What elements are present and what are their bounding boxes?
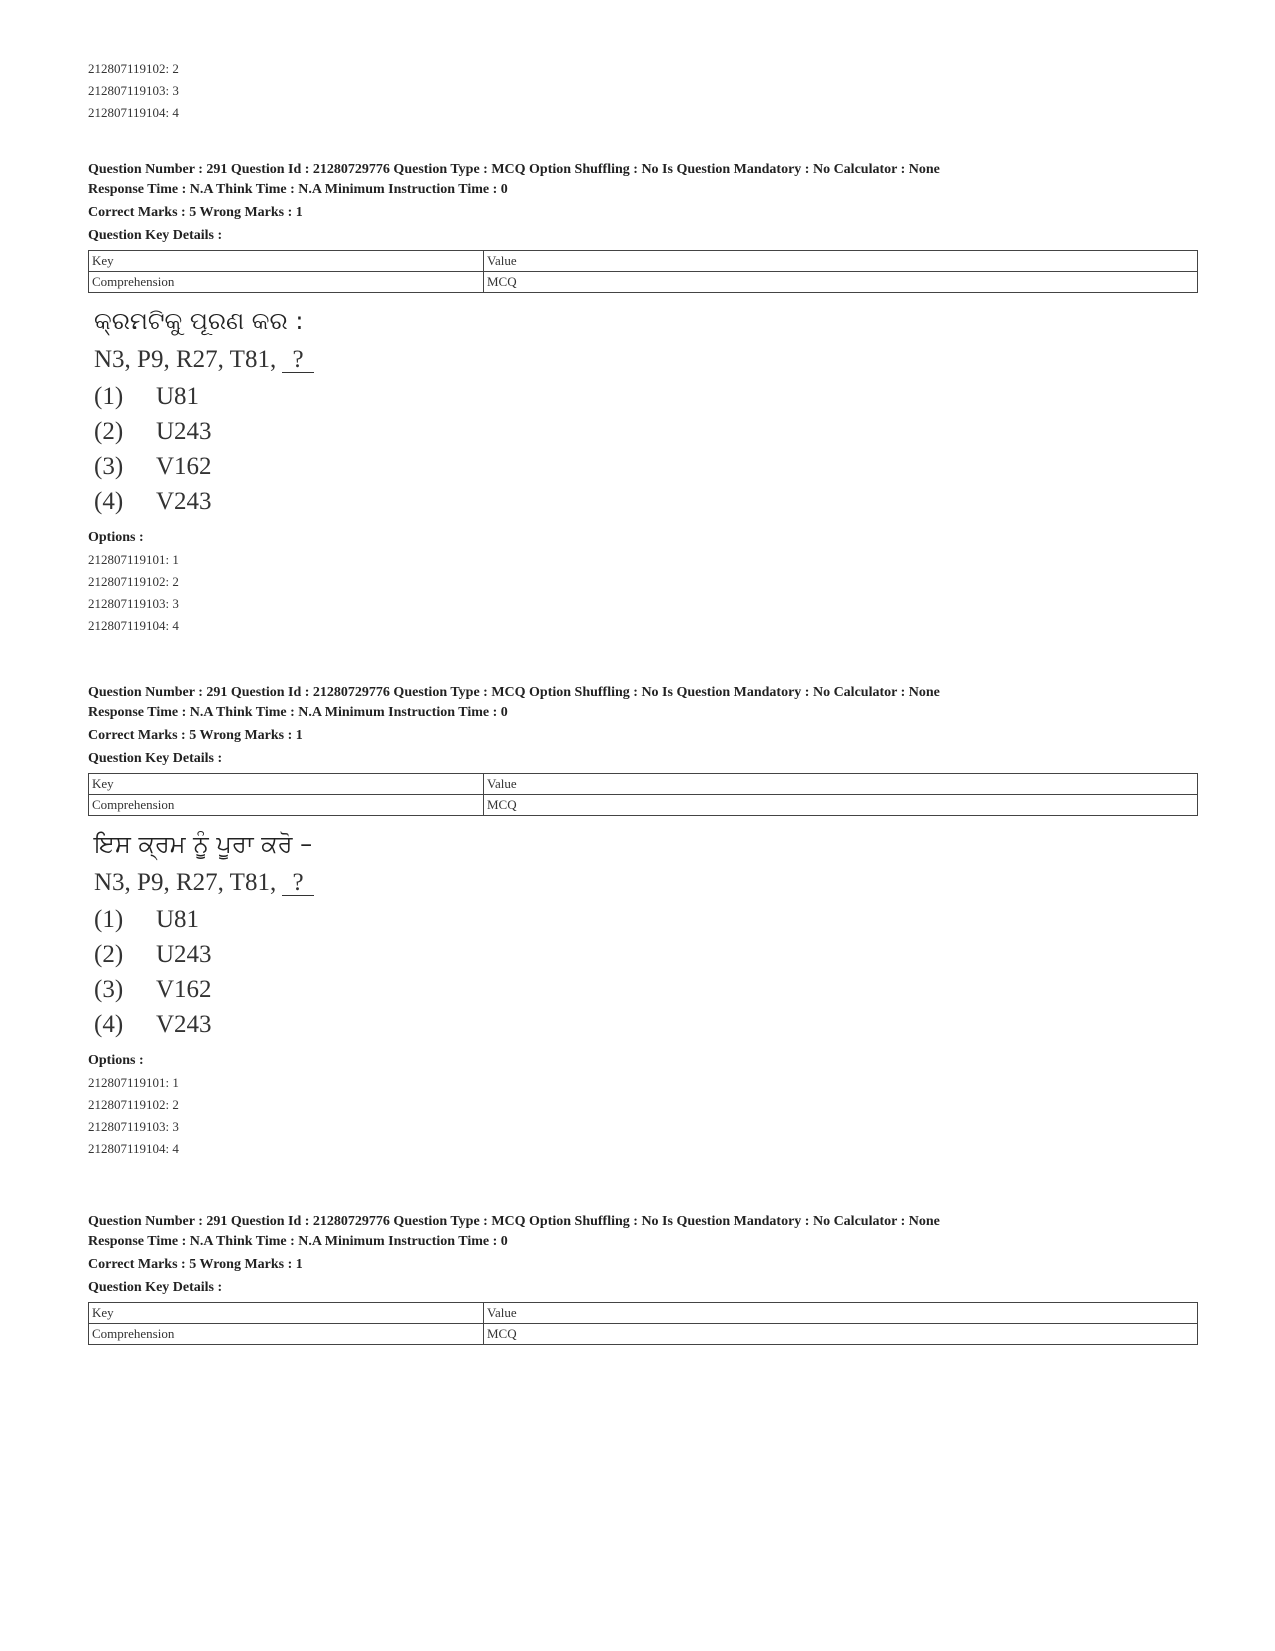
table-header-key: Key — [89, 1303, 484, 1324]
choice-item — [94, 414, 1198, 449]
choice-value: U81 — [156, 906, 200, 933]
question-block-punjabi — [88, 683, 1198, 1160]
table-header-value: Value — [484, 251, 1198, 272]
sequence-blank: ? — [282, 871, 313, 896]
marks-line: Correct Marks : 5 Wrong Marks : 1 — [88, 205, 303, 220]
key-value-table — [88, 773, 1198, 816]
choice-item — [94, 484, 1198, 519]
choice-value: V162 — [156, 976, 212, 1003]
choice-value: U81 — [156, 383, 200, 410]
question-body — [88, 303, 1198, 519]
choice-item — [94, 379, 1198, 414]
key-value-table — [88, 1302, 1198, 1345]
choice-number: (2) — [94, 418, 124, 445]
question-block-odia — [88, 160, 1198, 637]
response-time-line: Response Time : N.A Think Time : N.A Minimum Instruction Time : 0 — [88, 182, 508, 197]
option-id-line: 212807119102: 2 — [88, 574, 179, 589]
choice-item — [94, 902, 1198, 937]
sequence-blank: ? — [282, 348, 313, 373]
question-body — [88, 826, 1198, 1042]
table-cell-value: MCQ — [484, 795, 1198, 816]
choice-item — [94, 1007, 1198, 1042]
table-header-key: Key — [89, 251, 484, 272]
options-label: Options : — [88, 1053, 144, 1068]
table-header-row — [89, 774, 1198, 795]
table-header-key: Key — [89, 774, 484, 795]
question-meta-line: Question Number : 291 Question Id : 21280729776 Question Type : MCQ Option Shuffling : No Is Question Mandatory : No Calculator : None — [88, 1214, 940, 1229]
table-row — [89, 272, 1198, 293]
table-header-value: Value — [484, 774, 1198, 795]
choice-number: (1) — [94, 383, 124, 410]
question-text: କ୍ରମଟିକୁ ପୂରଣ କର : — [94, 307, 304, 335]
key-details-label: Question Key Details : — [88, 751, 223, 766]
key-value-table — [88, 250, 1198, 293]
response-time-line: Response Time : N.A Think Time : N.A Minimum Instruction Time : 0 — [88, 705, 508, 720]
choice-value: V243 — [156, 1011, 212, 1038]
question-sequence — [94, 341, 1198, 379]
table-header-value: Value — [484, 1303, 1198, 1324]
option-id-line: 212807119102: 2 — [88, 61, 179, 76]
marks-line: Correct Marks : 5 Wrong Marks : 1 — [88, 728, 303, 743]
choice-number: (4) — [94, 1011, 124, 1038]
option-id-line: 212807119101: 1 — [88, 1075, 179, 1090]
table-row — [89, 795, 1198, 816]
option-id-line: 212807119104: 4 — [88, 1141, 179, 1156]
choice-item — [94, 937, 1198, 972]
response-time-line: Response Time : N.A Think Time : N.A Minimum Instruction Time : 0 — [88, 1234, 508, 1249]
question-meta-line: Question Number : 291 Question Id : 21280729776 Question Type : MCQ Option Shuffling : No Is Question Mandatory : No Calculator : None — [88, 685, 940, 700]
option-id-line: 212807119103: 3 — [88, 83, 179, 98]
options-label: Options : — [88, 530, 144, 545]
table-header-row — [89, 1303, 1198, 1324]
table-cell-key: Comprehension — [89, 795, 484, 816]
table-cell-key: Comprehension — [89, 1324, 484, 1345]
option-id-line: 212807119101: 1 — [88, 552, 179, 567]
option-id-line: 212807119104: 4 — [88, 105, 179, 120]
key-details-label: Question Key Details : — [88, 228, 223, 243]
choice-number: (2) — [94, 941, 124, 968]
choice-value: V162 — [156, 453, 212, 480]
choice-value: V243 — [156, 488, 212, 515]
choice-number: (4) — [94, 488, 124, 515]
question-sequence — [94, 864, 1198, 902]
marks-line: Correct Marks : 5 Wrong Marks : 1 — [88, 1257, 303, 1272]
question-block-next — [88, 1212, 1198, 1345]
option-id-line: 212807119103: 3 — [88, 596, 179, 611]
table-cell-key: Comprehension — [89, 272, 484, 293]
sequence-text: N3, P9, R27, T81, — [94, 869, 283, 896]
question-meta-line: Question Number : 291 Question Id : 21280729776 Question Type : MCQ Option Shuffling : No Is Question Mandatory : No Calculator : None — [88, 162, 940, 177]
key-details-label: Question Key Details : — [88, 1280, 223, 1295]
sequence-text: N3, P9, R27, T81, — [94, 346, 283, 373]
question-text: ਇਸ ਕ੍ਰਮ ਨੂੰ ਪੂਰਾ ਕਰੋ – — [94, 830, 313, 858]
top-options-list — [88, 58, 179, 124]
choice-value: U243 — [156, 418, 212, 445]
table-cell-value: MCQ — [484, 272, 1198, 293]
choice-item — [94, 449, 1198, 484]
table-header-row — [89, 251, 1198, 272]
choice-item — [94, 972, 1198, 1007]
table-row — [89, 1324, 1198, 1345]
choice-number: (3) — [94, 453, 124, 480]
option-id-line: 212807119102: 2 — [88, 1097, 179, 1112]
choice-value: U243 — [156, 941, 212, 968]
choice-number: (1) — [94, 906, 124, 933]
option-id-line: 212807119104: 4 — [88, 618, 179, 633]
option-id-line: 212807119103: 3 — [88, 1119, 179, 1134]
choice-number: (3) — [94, 976, 124, 1003]
table-cell-value: MCQ — [484, 1324, 1198, 1345]
